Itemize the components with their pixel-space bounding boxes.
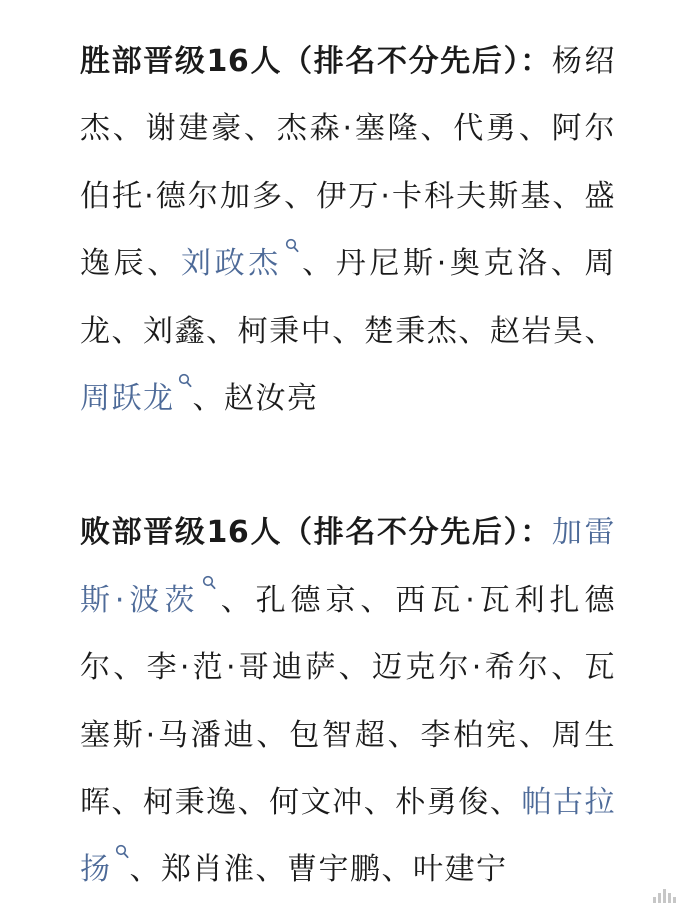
name-list-text: 杨绍杰、谢建豪、杰森·塞隆、代勇、阿尔伯托·德尔加多、伊万·卡科夫斯基、盛逸辰、 xyxy=(80,44,616,282)
search-icon[interactable] xyxy=(115,844,129,864)
name-list-text: 、郑肖淮、曹宇鹏、叶建宁 xyxy=(129,852,508,888)
name-list-text: 、孔德京、西瓦·瓦利扎德尔、李·范·哥迪萨、迈克尔·希尔、瓦塞斯·马潘迪、包智超、李柏宪、周生晖、柯秉逸、何文冲、朴勇俊、 xyxy=(80,582,616,821)
winners-bracket-paragraph xyxy=(80,28,616,432)
person-link[interactable]: 加雷斯·波茨 xyxy=(80,515,616,618)
search-icon[interactable] xyxy=(285,238,299,258)
winners-bracket-names xyxy=(80,44,616,416)
person-link[interactable]: 帕古拉扬 xyxy=(80,785,616,888)
winners-bracket-heading: 胜部晋级16人（排名不分先后）： xyxy=(80,44,552,79)
name-list-text: 、丹尼斯·奥克洛、周龙、刘鑫、柯秉中、楚秉杰、赵岩昊、 xyxy=(80,246,617,349)
person-link[interactable]: 刘政杰 xyxy=(180,246,282,282)
article-body xyxy=(80,28,616,904)
watermark-logo xyxy=(653,889,676,903)
losers-bracket-heading: 败部晋级16人（排名不分先后）： xyxy=(80,515,552,551)
search-icon[interactable] xyxy=(178,373,192,393)
search-icon[interactable] xyxy=(202,575,216,595)
losers-bracket-paragraph xyxy=(80,499,616,903)
losers-bracket-names xyxy=(80,515,616,887)
name-list-text: 、赵汝亮 xyxy=(192,381,319,417)
person-link[interactable]: 周跃龙 xyxy=(80,381,175,417)
